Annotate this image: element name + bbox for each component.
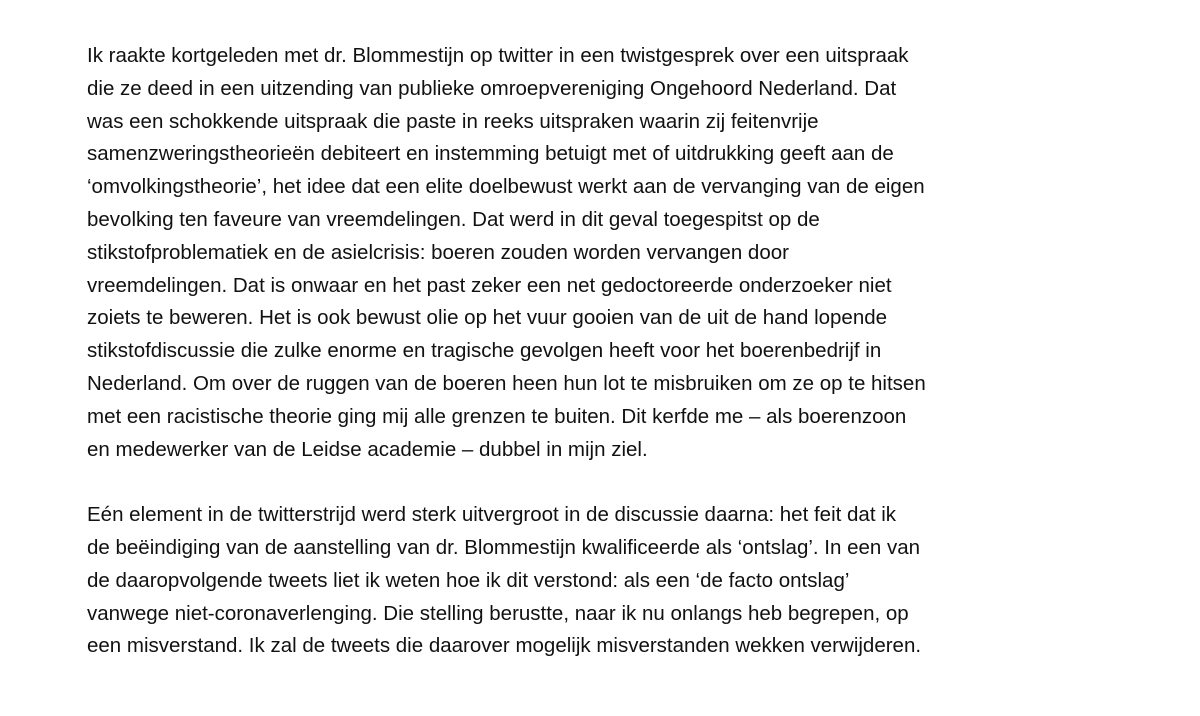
text-line: vanwege niet-coronaverlenging. Die stelling berustte, naar ik nu onlangs heb begrepen, op [87, 601, 909, 625]
paragraph-2 [87, 499, 1127, 663]
text-line: ‘omvolkingstheorie’, het idee dat een elite doelbewust werkt aan de vervanging van de eigen [87, 175, 925, 199]
text-line: die ze deed in een uitzending van publieke omroepvereniging Ongehoord Nederland. Dat [87, 76, 897, 100]
text-line: Ik raakte kortgeleden met dr. Blommestijn op twitter in een twistgesprek over een uitspraak [87, 44, 909, 67]
text-line: zoiets te beweren. Het is ook bewust olie op het vuur gooien van de uit de hand lopende [87, 306, 888, 330]
text-line: stikstofproblematiek en de asielcrisis: boeren zouden worden vervangen door [87, 240, 789, 264]
text-line: was een schokkende uitspraak die paste in reeks uitspraken waarin zij feitenvrije [87, 109, 819, 133]
text-line: en medewerker van de Leidse academie – dubbel in mijn ziel. [87, 437, 648, 461]
text-line: met een racistische theorie ging mij alle grenzen te buiten. Dit kerfde me – als boerenzoon [87, 404, 907, 428]
text-line: bevolking ten faveure van vreemdelingen. Dat werd in dit geval toegespitst op de [87, 207, 820, 231]
text-line: samenzweringstheorieën debiteert en instemming betuigt met of uitdrukking geeft aan de [87, 142, 894, 166]
paragraph-spacer [87, 466, 1127, 499]
text-line: vreemdelingen. Dat is onwaar en het past zeker een net gedoctoreerde onderzoeker niet [87, 273, 892, 297]
text-line: een misverstand. Ik zal de tweets die daarover mogelijk misverstanden wekken verwijderen. [87, 634, 922, 658]
paragraph-1 [87, 40, 1127, 466]
text-line: de beëindiging van de aanstelling van dr. Blommestijn kwalificeerde als ‘ontslag’. In een van [87, 535, 921, 559]
text-line: stikstofdiscussie die zulke enorme en tragische gevolgen heeft voor het boerenbedrijf in [87, 339, 882, 363]
document-body [87, 40, 1127, 663]
text-line: Eén element in de twitterstrijd werd sterk uitvergroot in de discussie daarna: het feit dat ik [87, 503, 897, 527]
text-line: de daaropvolgende tweets liet ik weten hoe ik dit verstond: als een ‘de facto ontslag’ [87, 568, 850, 592]
text-line: Nederland. Om over de ruggen van de boeren heen hun lot te misbruiken om ze op te hitsen [87, 371, 926, 395]
